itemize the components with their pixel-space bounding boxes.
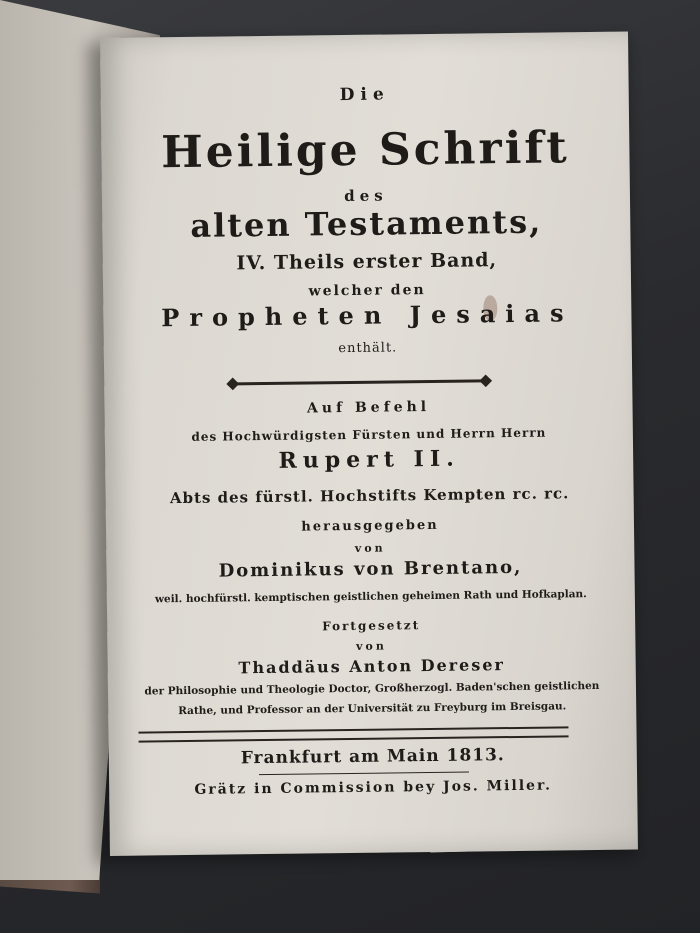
line-dominikus: Dominikus von Brentano, (218, 556, 523, 582)
line-von-2: von (355, 639, 387, 653)
line-weil: weil. hochfürstl. kemptischen geistlichen geheimen Rath und Hofkaplan. (154, 588, 587, 606)
line-rathe: Rathe, und Professor an der Universität zu Freyburg im Breisgau. (178, 700, 567, 718)
line-welcher: welcher den (308, 282, 426, 300)
line-prophet: Propheten Jesaias (161, 298, 574, 333)
line-testament: alten Testaments, (190, 202, 543, 245)
line-enthaelt: enthält. (338, 340, 398, 357)
line-herausgegeben: herausgegeben (301, 517, 439, 535)
line-thaddaeus: Thaddäus Anton Dereser (238, 655, 506, 678)
line-imprint-place: Frankfurt am Main 1813. (240, 745, 505, 769)
title-page (100, 32, 638, 856)
book-title: Heilige Schrift (160, 122, 570, 179)
line-die: Die (339, 84, 390, 106)
line-fortgesetzt: Fortgesetzt (322, 618, 421, 634)
imprint-rule (259, 772, 469, 776)
double-rule (138, 726, 568, 742)
line-commission: Grätz in Commission bey Jos. Miller. (194, 777, 553, 798)
ornamental-rule (234, 379, 484, 385)
line-volume: IV. Theils erster Band, (236, 249, 498, 275)
line-hochwuerdigsten: des Hochwürdigsten Fürsten und Herrn Herrn (191, 425, 547, 444)
line-von: von (354, 541, 386, 555)
line-auf-befehl: Auf Befehl (306, 398, 431, 417)
line-des: des (344, 186, 388, 206)
line-abts: Abts des fürstl. Hochstifts Kempten rc. rc. (169, 484, 570, 508)
line-philosophie: der Philosophie und Theologie Doctor, Großherzogl. Baden'schen geistlichen (144, 679, 600, 698)
line-rupert: Rupert II. (278, 445, 460, 474)
